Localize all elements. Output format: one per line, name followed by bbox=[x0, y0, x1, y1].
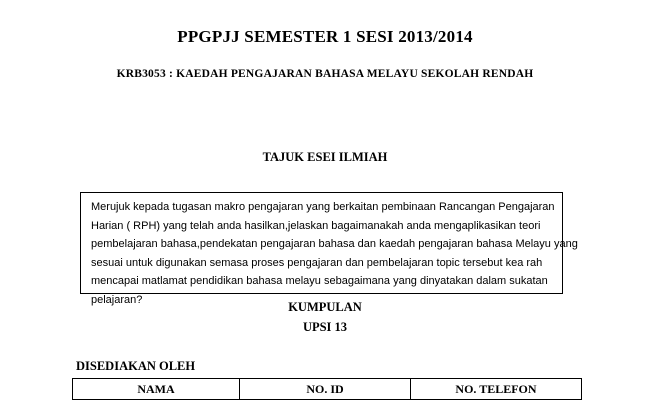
task-line: mencapai matlamat pendidikan bahasa melayu sebagaimana yang dinyatakan dalam sukatan bbox=[91, 275, 548, 288]
table-header-row bbox=[73, 379, 582, 400]
task-question-box bbox=[80, 192, 578, 306]
members-table bbox=[72, 378, 582, 400]
task-line: Merujuk kepada tugasan makro pengajaran yang berkaitan pembinaan Rancangan Pengajaran bbox=[91, 201, 555, 213]
task-line: pembelajaran bahasa,pendekatan pengajaran bahasa dan kaedah pengajaran bahasa Melayu yang bbox=[91, 238, 578, 251]
column-header-phone: NO. TELEFON bbox=[411, 379, 582, 400]
essay-heading: TAJUK ESEI ILMIAH bbox=[262, 150, 388, 164]
column-header-name: NAMA bbox=[73, 379, 240, 400]
task-line: sesuai untuk digunakan semasa proses pengajaran dan pembelajaran topic tersebut kea rah bbox=[91, 256, 543, 269]
group-label: KUMPULAN bbox=[288, 300, 362, 314]
document-title: PPGPJJ SEMESTER 1 SESI 2013/2014 bbox=[177, 27, 473, 46]
group-value: UPSI 13 bbox=[302, 320, 348, 334]
prepared-by-heading: DISEDIAKAN OLEH bbox=[76, 359, 196, 373]
task-line: pelajaran? bbox=[91, 293, 143, 306]
column-header-id: NO. ID bbox=[240, 379, 411, 400]
course-title: KRB3053 : KAEDAH PENGAJARAN BAHASA MELAYU SEKOLAH RENDAH bbox=[116, 68, 534, 80]
task-line: Harian ( RPH) yang telah anda hasilkan,jelaskan bagaimanakah anda mengaplikasikan teori bbox=[91, 219, 541, 232]
